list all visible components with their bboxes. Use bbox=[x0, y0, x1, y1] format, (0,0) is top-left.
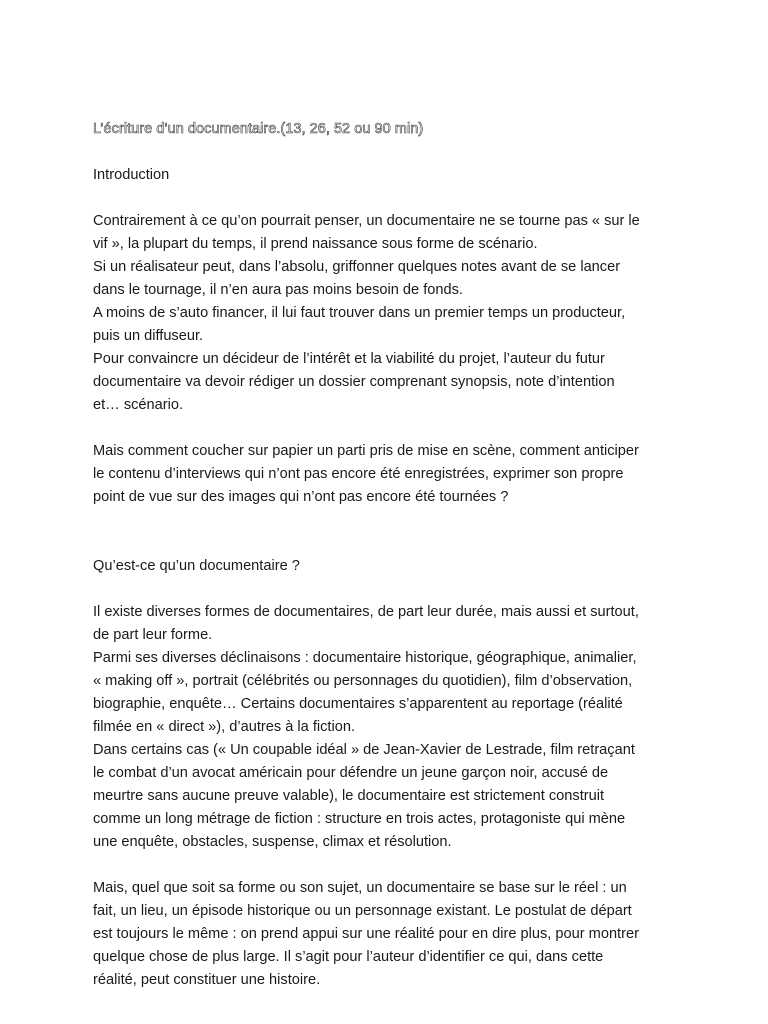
text-line: Mais, quel que soit sa forme ou son sujet, un documentaire se base sur le réel : un bbox=[93, 880, 627, 896]
reality-paragraph bbox=[93, 877, 673, 992]
text-line: et… scénario. bbox=[93, 397, 184, 413]
text-line: Il existe diverses formes de documentaires, de part leur durée, mais aussi et surtout, bbox=[93, 604, 639, 620]
text-line: le contenu d’interviews qui n’ont pas encore été enregistrées, exprimer son propre bbox=[93, 466, 624, 482]
intro-paragraph bbox=[93, 210, 673, 417]
spacer bbox=[93, 532, 673, 555]
text-line: A moins de s’auto financer, il lui faut trouver dans un premier temps un producteur, bbox=[93, 305, 626, 321]
text-line: le combat d’un avocat américain pour défendre un jeune garçon noir, accusé de bbox=[93, 765, 609, 781]
forms-paragraph bbox=[93, 601, 673, 854]
text-line: fait, un lieu, un épisode historique ou un personnage existant. Le postulat de départ bbox=[93, 903, 632, 919]
document-page bbox=[93, 118, 673, 1015]
section-heading: Qu’est-ce qu’un documentaire ? bbox=[93, 558, 300, 574]
text-line: point de vue sur des images qui n’ont pas encore été tournées ? bbox=[93, 489, 509, 505]
text-line: biographie, enquête… Certains documentaires s’apparentent au reportage (réalité bbox=[93, 696, 623, 712]
text-line: filmée en « direct »), d’autres à la fiction. bbox=[93, 719, 356, 735]
text-line: une enquête, obstacles, suspense, climax et résolution. bbox=[93, 834, 452, 850]
text-line: quelque chose de plus large. Il s’agit pour l’auteur d’identifier ce qui, dans cette bbox=[93, 949, 604, 965]
text-line: « making off », portrait (célébrités ou personnages du quotidien), film d’observation, bbox=[93, 673, 633, 689]
text-line: documentaire va devoir rédiger un dossier comprenant synopsis, note d’intention bbox=[93, 374, 615, 390]
text-line: dans le tournage, il n’en aura pas moins besoin de fonds. bbox=[93, 282, 463, 298]
text-line: Mais comment coucher sur papier un parti pris de mise en scène, comment anticiper bbox=[93, 443, 639, 459]
text-line: est toujours le même : on prend appui sur une réalité pour en dire plus, pour montrer bbox=[93, 926, 639, 942]
text-line: Pour convaincre un décideur de l’intérêt et la viabilité du projet, l’auteur du futur bbox=[93, 351, 605, 367]
text-line: vif », la plupart du temps, il prend naissance sous forme de scénario. bbox=[93, 236, 538, 252]
text-line: Si un réalisateur peut, dans l’absolu, griffonner quelques notes avant de se lancer bbox=[93, 259, 621, 275]
text-line: meurtre sans aucune preuve valable), le documentaire est strictement construit bbox=[93, 788, 605, 804]
text-line: réalité, peut constituer une histoire. bbox=[93, 972, 321, 988]
question-paragraph bbox=[93, 440, 673, 509]
document-title: L’écriture d’un documentaire.(13, 26, 52 ou 90 min) bbox=[93, 121, 424, 137]
text-line: de part leur forme. bbox=[93, 627, 213, 643]
text-line: Dans certains cas (« Un coupable idéal » de Jean-Xavier de Lestrade, film retraçant bbox=[93, 742, 635, 758]
intro-heading: Introduction bbox=[93, 167, 170, 183]
text-line: Parmi ses diverses déclinaisons : documentaire historique, géographique, animalier, bbox=[93, 650, 637, 666]
text-line: Contrairement à ce qu’on pourrait penser, un documentaire ne se tourne pas « sur le bbox=[93, 213, 640, 229]
text-line: puis un diffuseur. bbox=[93, 328, 204, 344]
text-line: comme un long métrage de fiction : structure en trois actes, protagoniste qui mène bbox=[93, 811, 626, 827]
